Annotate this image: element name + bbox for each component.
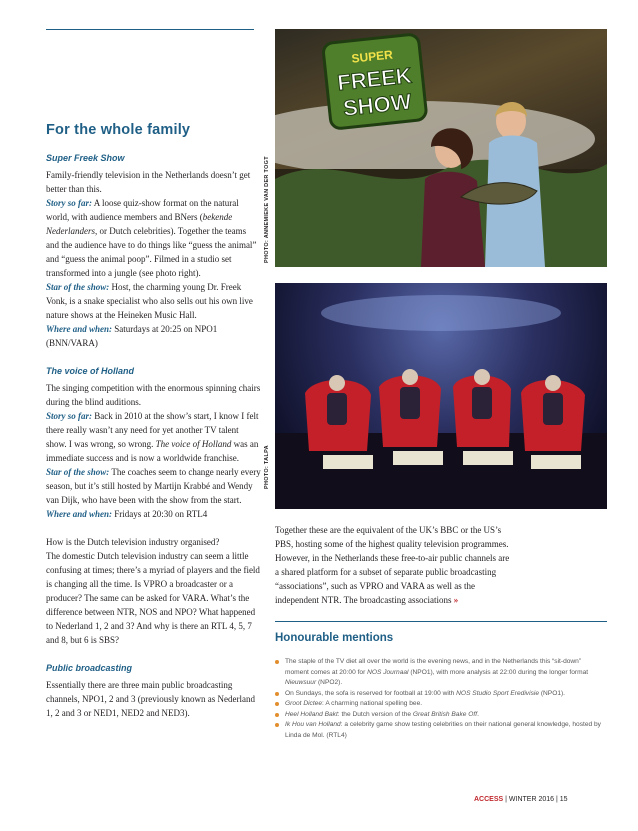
- logo-super: SUPER: [350, 47, 394, 66]
- list-item: Groot Dictee: A charming national spelling bee.: [275, 699, 605, 710]
- list-item: Heel Holland Bakt: the Dutch version of the Great British Bake Off.: [275, 710, 605, 721]
- super-freek-star: Star of the show: Host, the charming young Dr. Freek Vonk, is a snake specialist who also sells out his own live nature shows at the Heineken Music Hall.: [46, 282, 253, 320]
- bullet-icon: [275, 660, 279, 664]
- logo-show: SHOW: [341, 88, 413, 121]
- voice-story: Story so far: Back in 2010 at the show’s start, I know I felt there really wasn’t any need for yet another TV talent show. I was wrong, so wrong. The voice of Holland was an immediate success and is now a worldwide franchise.: [46, 411, 259, 463]
- bullet-icon: [275, 692, 279, 696]
- honourable-mentions-list: [275, 657, 605, 741]
- super-freek-heading: Super Freek Show: [46, 153, 125, 163]
- super-freek-story: Story so far: A loose quiz-show format on the natural world, with audience members and BNers (bekende Nederlanders, or Dutch celebrities). Together the teams and the audience have to do things like “guess the animal” and “guess the animal poop”. Filmed in a studio set transformed into a jungle (see photo right).: [46, 198, 257, 278]
- bullet-icon: [275, 723, 279, 727]
- bullet-icon: [275, 702, 279, 706]
- voice-stage-scene: [275, 283, 607, 509]
- voice-where: Where and when: Fridays at 20:30 on RTL4: [46, 509, 208, 519]
- super-freek-intro: Family-friendly television in the Netherlands doesn’t get better than this.: [46, 170, 251, 194]
- continue-mark: »: [453, 595, 459, 605]
- mentions-rule: [275, 621, 607, 622]
- right-column: [275, 523, 515, 607]
- voice-star: Star of the show: The coaches seem to change nearly every season, but it’s still hosted by Martijn Krabbé and Wendy van Dijk, who have been with the show from the start.: [46, 467, 261, 505]
- honourable-mentions-title: Honourable mentions: [275, 632, 394, 644]
- bullet-icon: [275, 713, 279, 717]
- right-body-text: Together these are the equivalent of the UK’s BBC or the US’s PBS, hosting some of the highest quality television programmes. However, in the Netherlands these free-to-air public channels are a shared platform for a subset of separate public broadcasting “associations”, such as VPRO and VARA as well as the independent NTR. The broadcasting associations »: [275, 525, 510, 605]
- voice-intro: The singing competition with the enormous spinning chairs during the blind auditions.: [46, 383, 261, 407]
- logo-freek: FREEK: [336, 62, 413, 96]
- list-item: Ik Hou van Holland: a celebrity game show testing celebrities on their national general knowledge, hosted by Linda de Mol. (RTL4): [275, 720, 605, 741]
- super-freek-show-photo: [275, 29, 607, 267]
- page-footer: ACCESS | WINTER 2016 | 15: [474, 796, 568, 803]
- list-item: The staple of the TV diet all over the world is the evening news, and in the Netherlands this “sit-down” moment comes at 20:00 for NOS Journaal (NPO1), with more analysis at 22:00 during the longer format Nieuwsuur (NPO2).: [275, 657, 605, 689]
- voice-heading: The voice of Holland: [46, 366, 135, 376]
- public-broadcasting-heading: Public broadcasting: [46, 663, 133, 673]
- super-freek-where: Where and when: Saturdays at 20:25 on NPO1 (BNN/VARA): [46, 324, 218, 348]
- public-broadcasting-text: Essentially there are three main public broadcasting channels, NPO1, 2 and 3 (previously known as Nederland 1, 2 and 3 or NED1, NED2 and NED3).: [46, 680, 255, 718]
- industry-body: The domestic Dutch television industry can seem a little confusing at times; there’s a myriad of players and the field is changing all the time. Is VPRO a broadcaster or a producer? The same can be asked for VARA. What’s the difference between NTR, NOS and NPO? What happened to Nederland 1, 2 and 3? And why is there an RTL 4, 5, 7 and 8, but 6 is SBS?: [46, 551, 260, 645]
- photo1-credit: PHOTO: ANNEMIEKE VAN DER TOGT: [264, 156, 270, 263]
- footer-issue: WINTER 2016: [508, 796, 555, 803]
- industry-question: How is the Dutch television industry organised?: [46, 537, 220, 547]
- top-rule: [46, 29, 254, 30]
- super-freek-scene: [275, 29, 607, 267]
- voice-of-holland-photo: [275, 283, 607, 509]
- left-column: [46, 151, 261, 720]
- page-number: 15: [559, 796, 568, 803]
- photo2-credit: PHOTO: TALPA: [264, 445, 270, 489]
- section-title: For the whole family: [46, 122, 191, 138]
- list-item: On Sundays, the sofa is reserved for football at 19:00 with NOS Studio Sport Eredivisie (NPO1).: [275, 689, 605, 700]
- footer-brand: ACCESS: [474, 796, 504, 803]
